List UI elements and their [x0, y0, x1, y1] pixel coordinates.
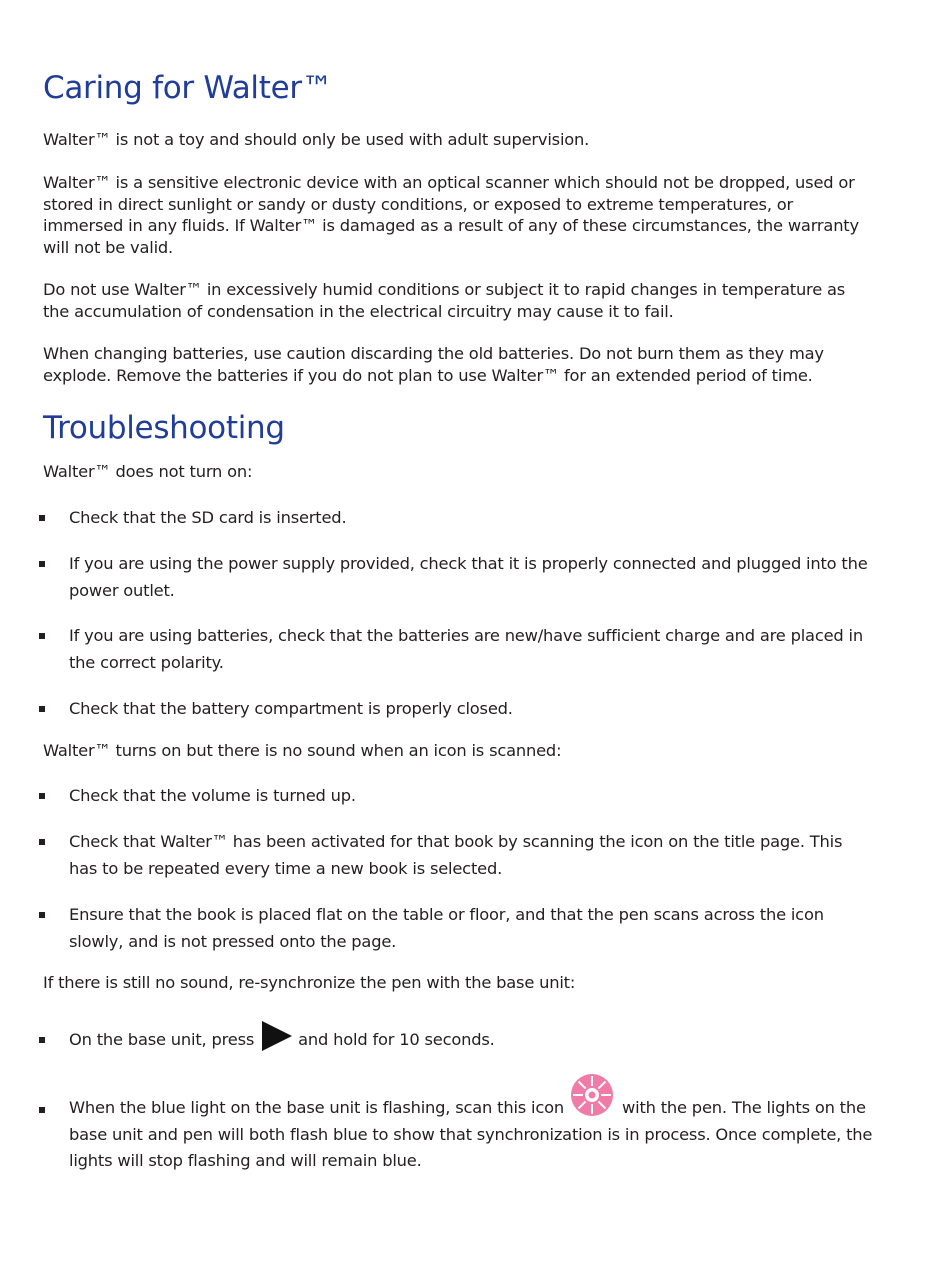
list-item — [43, 1021, 873, 1054]
list-item — [43, 623, 873, 676]
caring-paragraph-batteries: When changing batteries, use caution discarding the old batteries. Do not burn them as they may explode. Remove the batteries if you do not plan to use Walter™ for an extended period of time. — [43, 344, 824, 385]
list-item — [43, 829, 873, 882]
list-item-text: If you are using the power supply provided, check that it is properly connected and plugged into the power outlet. — [69, 554, 868, 600]
no-power-lead: Walter™ does not turn on: — [43, 462, 253, 481]
list-item-text: Check that the SD card is inserted. — [69, 508, 347, 527]
list-item — [43, 902, 873, 955]
no-sound-lead: Walter™ turns on but there is no sound when an icon is scanned: — [43, 741, 562, 760]
list-item-text: Ensure that the book is placed flat on the table or floor, and that the pen scans across the icon slowly, and is not pressed onto the page. — [69, 905, 824, 951]
list-item-text: If you are using batteries, check that the batteries are new/have sufficient charge and are placed in the correct polarity. — [69, 626, 863, 672]
caring-paragraph-humidity: Do not use Walter™ in excessively humid conditions or subject it to rapid changes in temperature as the accumulation of condensation in the electrical circuitry may cause it to fail. — [43, 280, 846, 321]
bullet-mark — [39, 706, 45, 712]
resync-step-1 — [69, 1021, 873, 1054]
resync-step-1-before: On the base unit, press — [69, 1030, 255, 1049]
bullet-mark — [39, 515, 45, 521]
list-item — [43, 696, 873, 723]
caring-paragraph-supervision: Walter™ is not a toy and should only be used with adult supervision. — [43, 130, 590, 149]
bullet-mark — [39, 633, 45, 639]
list-item — [43, 551, 873, 604]
bullet-mark — [39, 793, 45, 799]
bullet-mark — [39, 561, 45, 567]
list-item-text: Check that the battery compartment is properly closed. — [69, 699, 513, 718]
sync-icon — [570, 1073, 614, 1117]
list-item — [43, 1073, 873, 1175]
resync-step-1-after: and hold for 10 seconds. — [298, 1030, 495, 1049]
bullet-mark — [39, 912, 45, 918]
troubleshooting-heading: Troubleshooting — [43, 410, 285, 446]
caring-heading: Caring for Walter™ — [43, 70, 333, 106]
resync-step-2-before: When the blue light on the base unit is flashing, scan this icon — [69, 1098, 564, 1117]
bullet-mark — [39, 839, 45, 845]
list-item — [43, 505, 873, 532]
play-icon — [262, 1021, 292, 1051]
list-item-text: Check that Walter™ has been activated for that book by scanning the icon on the title page. This has to be repeated every time a new book is selected. — [69, 832, 843, 878]
list-item-text: Check that the volume is turned up. — [69, 786, 356, 805]
bullet-mark — [39, 1107, 45, 1113]
caring-paragraph-sensitive: Walter™ is a sensitive electronic device with an optical scanner which should not be dropped, used or stored in direct sunlight or sandy or dusty conditions, or exposed to extreme temperatures, or immersed in any fluids. If Walter™ is damaged as a result of any of these circumstances, the warranty will not be valid. — [43, 173, 859, 257]
bullet-mark — [39, 1037, 45, 1043]
resync-step-2-after: with the pen. The lights on the base unit and pen will both flash blue to show that synchronization is in process. Once complete, the lights will stop flashing and will remain blue. — [69, 1098, 873, 1170]
resync-lead: If there is still no sound, re-synchronize the pen with the base unit: — [43, 973, 576, 992]
list-item — [43, 783, 873, 810]
resync-step-2 — [69, 1073, 873, 1175]
